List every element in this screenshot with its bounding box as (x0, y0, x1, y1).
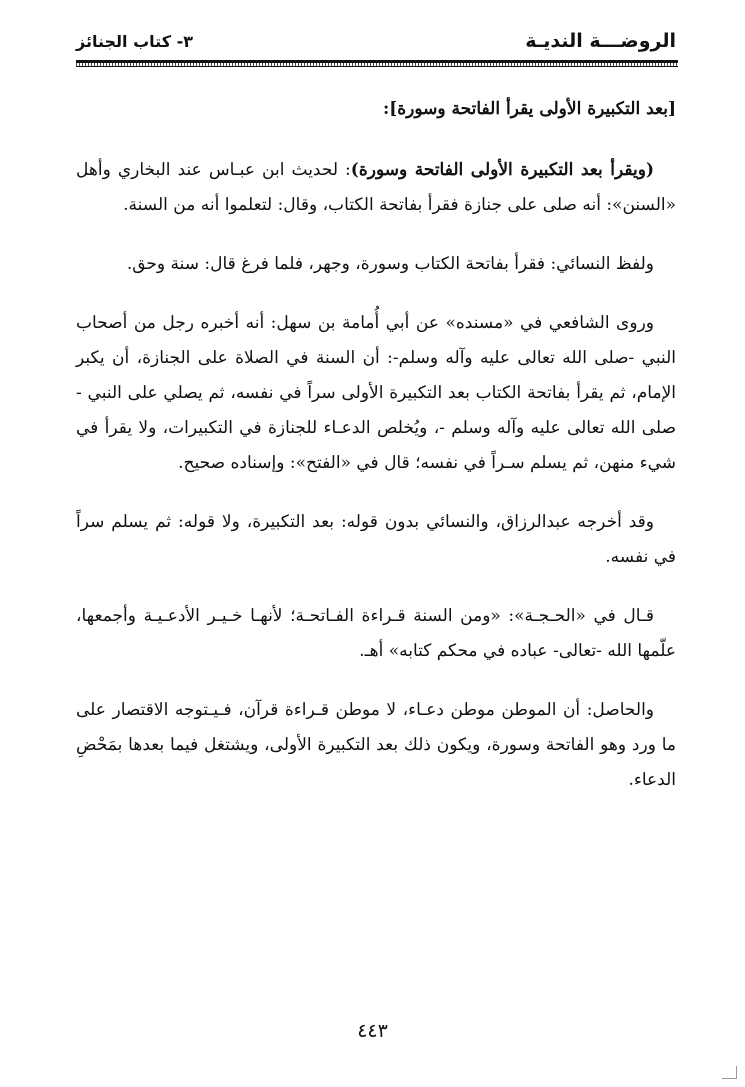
paragraph (76, 247, 676, 282)
running-header (76, 30, 676, 60)
header-rule-thin (76, 66, 678, 67)
book-title: الروضـــة النديـة (525, 30, 676, 52)
paragraph-text: : لحديث ابن عبـاس عند البخاري وأهل «السنن»: أنه صلى على جنازة فقرأ بفاتحة الكتاب، وقال: لتعلموا أنه من السنة. (76, 160, 676, 215)
paragraph-text: ولفظ النسائي: فقرأ بفاتحة الكتاب وسورة، وجهر، فلما فرغ قال: سنة وحق. (126, 254, 654, 274)
section-title: [بعد التكبيرة الأولى يقرأ الفاتحة وسورة]: (382, 99, 676, 119)
paragraph-text: قـال في «الحـجـة»: «ومن السنة قـراءة الفـاتحـة؛ لأنهـا خـيـر الأدعـيـة وأجمعها، علّمها الله -تعالى- عباده في محكم كتابه» أهـ. (76, 606, 676, 661)
paragraph (76, 153, 676, 223)
page-body (76, 92, 676, 822)
page-number: ٤٤٣ (357, 1020, 388, 1042)
scan-corner-mark (722, 1066, 737, 1079)
chapter-title: ٣- كتاب الجنائز (76, 32, 193, 51)
paragraph-text: وروى الشافعي في «مسنده» عن أبي أُمامة بن سهل: أنه أخبره رجل من أصحاب النبي -صلى الله تعالى عليه وآله وسلم-: أن السنة في الصلاة على الجنازة، أن يكبر الإمام، ثم يقرأ بفاتحة الكتاب بعد التكبيرة الأولى سراً في نفسه، ثم يصلي على النبي - صلى الله تعالى عليه وآله وسلم -، ويُخلص الدعـاء للجنازة في التكبيرات، ولا يقرأ في شيء منهن، ثم يسلم سـراً في نفسه؛ قال في «الفتح»: وإسناده صحيح. (76, 313, 676, 473)
paragraph-text: وقد أخرجه عبدالرزاق، والنسائي بدون قوله: بعد التكبيرة، ولا قوله: ثم يسلم سراً في نفسه. (76, 512, 676, 567)
paragraph (76, 599, 676, 669)
paragraph-lead: (ويقرأ بعد التكبيرة الأولى الفاتحة وسورة) (350, 160, 654, 180)
paragraph (76, 505, 676, 575)
paragraph (76, 306, 676, 481)
paragraph (76, 693, 676, 798)
paragraph-text: والحاصل: أن الموطن موطن دعـاء، لا موطن قـراءة قرآن، فـيـتوجه الاقتصار على ما ورد وهو الفاتحة وسورة، ويكون ذلك بعد التكبيرة الأولى، ويشتغل فيما بعدها بمَحْضِ الدعاء. (76, 700, 676, 790)
